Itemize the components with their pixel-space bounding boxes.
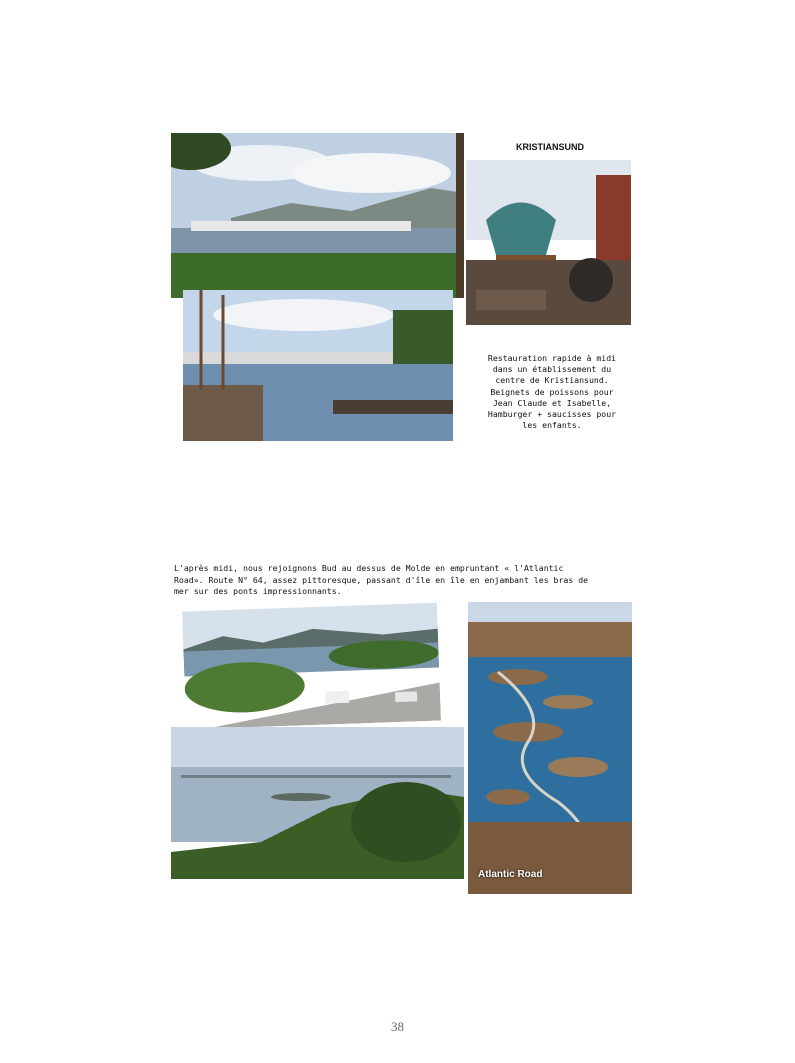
note-line: centre de Kristiansund. [495,375,609,386]
paragraph-line: mer sur des ponts impressionnants. [174,586,342,596]
page-number: 38 [391,1019,404,1034]
boat-workshop-photo [466,160,631,325]
note-line: Jean Claude et Isabelle, [492,397,612,408]
atlantic-road-aerial-photo [468,602,632,894]
note-line: Beignets de poissons pour [490,386,614,397]
note-line: Restauration rapide à midi [487,353,617,363]
sea-view-photo [171,727,464,879]
coastal-parking-photo [182,603,441,730]
note-line: Hamburger + saucisses pour [487,409,617,420]
atlantic-road-paragraph [174,563,634,598]
harbour-photo [171,133,464,298]
note-line: dans un établissement du [492,364,612,375]
marina-photo [183,290,453,441]
note-line: les enfants. [522,420,582,431]
paragraph-line: Road». Route N° 64, assez pittoresque, passant d'île en île en enjambant les bras de [174,574,589,585]
atlantic-road-label: Atlantic Road [478,869,543,880]
kristiansund-title: KRISTIANSUND [515,142,584,152]
paragraph-line: L'après midi, nous rejoignons Bud au dessus de Molde en empruntant « l'Atlantic [174,563,564,573]
restaurant-note [470,353,634,431]
